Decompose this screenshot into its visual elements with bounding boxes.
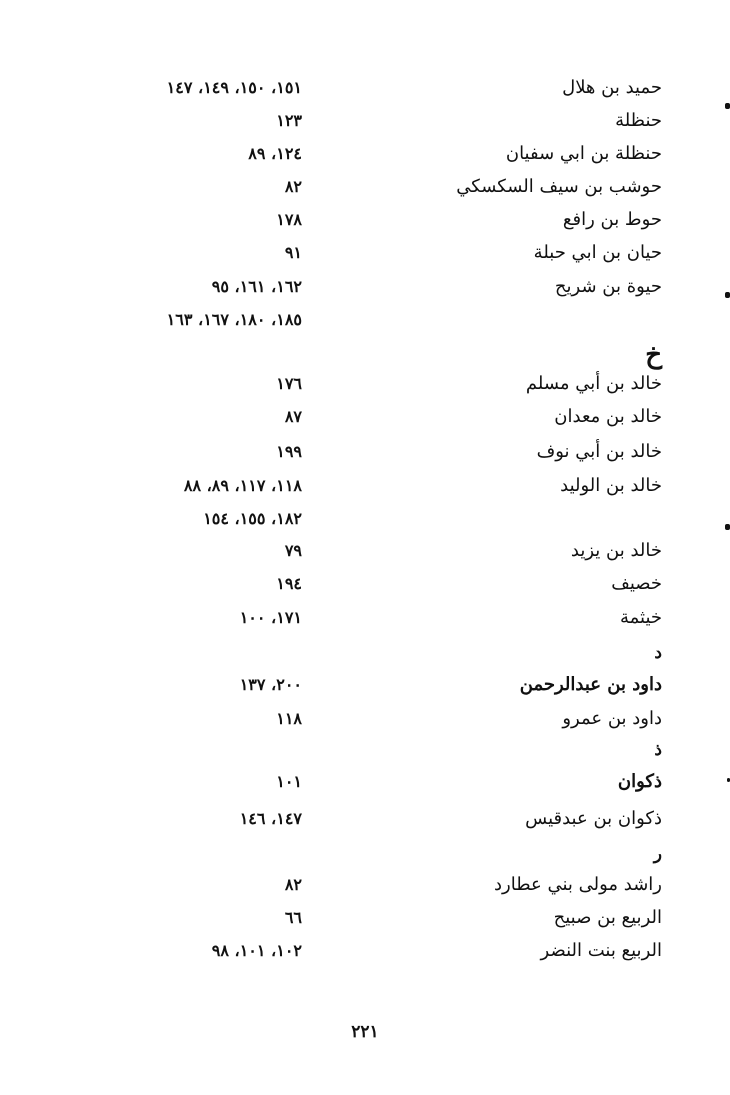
entry-name: الربيع بنت النضر — [540, 940, 662, 961]
index-entry — [0, 238, 730, 268]
entry-pages: ٦٦ — [284, 908, 302, 927]
index-entry — [0, 73, 730, 103]
entry-pages: ١٨٥، ١٨٠، ١٦٧، ١٦٣ — [166, 310, 302, 329]
entry-pages: ١٦٢، ١٦١، ٩٥ — [211, 277, 302, 296]
entry-name: حنظلة — [615, 110, 662, 131]
index-entry-continuation — [0, 305, 730, 335]
entry-pages: ٩١ — [284, 243, 302, 262]
entry-name: خالد بن أبي نوف — [536, 441, 662, 462]
entry-name: خيثمة — [619, 607, 662, 628]
entry-pages: ١٧٨ — [276, 210, 302, 229]
entry-name: داود بن عبدالرحمن — [519, 674, 662, 695]
index-entry — [0, 471, 730, 501]
entry-pages: ٨٢ — [284, 177, 302, 196]
index-entry — [0, 272, 730, 302]
entry-pages: ١٧٦ — [276, 374, 302, 393]
index-entry — [0, 870, 730, 900]
entry-pages: ١٨٢، ١٥٥، ١٥٤ — [203, 509, 302, 528]
entry-name: حيان بن ابي حبلة — [533, 242, 662, 263]
index-entry — [0, 767, 730, 797]
entry-name: الربيع بن صبيح — [553, 907, 662, 928]
entry-pages: ١٠٢، ١٠١، ٩٨ — [211, 941, 302, 960]
entry-name: خالد بن معدان — [554, 406, 662, 427]
entry-name: خالد بن أبي مسلم — [525, 373, 662, 394]
entry-pages: ١٧١، ١٠٠ — [239, 608, 302, 627]
index-entry — [0, 402, 730, 432]
index-entry — [0, 106, 730, 136]
scan-edge-mark — [725, 103, 730, 109]
entry-name: راشد مولى بني عطارد — [494, 874, 662, 895]
index-entry-continuation — [0, 504, 730, 534]
entry-name: حوشب بن سيف السكسكي — [456, 176, 662, 197]
entry-name: حوط بن رافع — [562, 209, 662, 230]
index-entry — [0, 936, 730, 966]
index-entry — [0, 903, 730, 933]
entry-pages: ٨٢ — [284, 875, 302, 894]
index-entry — [0, 670, 730, 700]
index-entry — [0, 603, 730, 633]
entry-pages: ١١٨ — [276, 709, 302, 728]
entry-name: خالد بن الوليد — [560, 475, 662, 496]
entry-pages: ١٤٧، ١٤٦ — [239, 809, 302, 828]
entry-pages: ١٩٤ — [276, 574, 302, 593]
entry-pages: ٧٩ — [284, 541, 302, 560]
entry-name: حميد بن هلال — [562, 77, 662, 98]
entry-name: خالد بن يزيد — [570, 540, 662, 561]
entry-pages: ١٢٣ — [276, 111, 302, 130]
scan-edge-mark — [725, 524, 730, 530]
entry-pages: ١٥١، ١٥٠، ١٤٩، ١٤٧ — [166, 78, 302, 97]
index-entry — [0, 205, 730, 235]
section-letter: ذ — [654, 740, 662, 760]
entry-pages: ٢٠٠، ١٣٧ — [239, 675, 302, 694]
index-entry — [0, 804, 730, 834]
entry-name: حنظلة بن ابي سفيان — [505, 143, 662, 164]
section-letter: د — [654, 643, 662, 663]
entry-pages: ١٢٤، ٨٩ — [248, 144, 302, 163]
index-entry — [0, 139, 730, 169]
entry-name: حيوة بن شريح — [554, 276, 662, 297]
entry-name: داود بن عمرو — [562, 708, 662, 729]
page-number: ٢٢١ — [351, 1022, 379, 1042]
index-entry — [0, 704, 730, 734]
index-entry — [0, 569, 730, 599]
entry-pages: ٨٧ — [284, 407, 302, 426]
scan-edge-mark — [725, 292, 730, 298]
index-entry — [0, 437, 730, 467]
index-entry — [0, 172, 730, 202]
entry-pages: ١٠١ — [276, 772, 302, 791]
entry-name: ذكوان بن عبدقيس — [525, 808, 662, 829]
index-entry — [0, 369, 730, 399]
entry-pages: ١١٨، ١١٧، ٨٩، ٨٨ — [183, 476, 302, 495]
index-entry — [0, 536, 730, 566]
section-letter: ر — [653, 844, 662, 864]
entry-name: خصيف — [611, 573, 662, 594]
entry-name: ذكوان — [617, 771, 662, 792]
entry-pages: ١٩٩ — [276, 442, 302, 461]
section-letter: خ — [645, 340, 662, 370]
